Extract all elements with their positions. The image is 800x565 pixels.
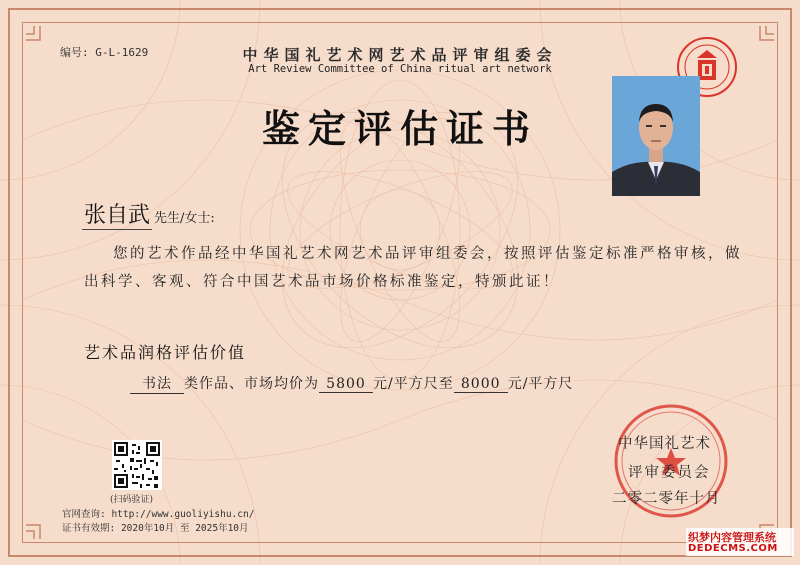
website-link[interactable]: 官网查询: http://www.guoliyishu.cn/ — [62, 509, 255, 520]
certificate-body: 您的艺术作品经中华国礼艺术网艺术品评审组委会，按照评估鉴定标准严格审核，做出科学、客观、符合中国艺术品市场价格标准鉴定，特颁此证！ — [84, 246, 742, 290]
issue-date: 二零二零年十月 — [612, 491, 721, 507]
organization-name-en: Art Review Committee of China ritual art network — [248, 63, 552, 75]
portrait-photo — [612, 76, 700, 196]
issuer-line-2: 评审委员会 — [628, 465, 711, 481]
serial-number: 编号: G-L-1629 — [60, 46, 149, 59]
validity-period: 证书有效期: 2020年10月 至 2025年10月 — [62, 523, 249, 534]
certificate-title: 鉴定评估证书 — [261, 107, 538, 151]
artwork-category: 书法 — [130, 373, 184, 394]
watermark-line-2: DEDECMS.COM — [688, 543, 778, 554]
qr-code-icon[interactable] — [112, 440, 162, 490]
watermark-line-1: 织梦内容管理系统 — [688, 531, 776, 544]
price-max: 8000 — [454, 376, 508, 393]
organization-name-cn: 中华国礼艺术网艺术品评审组委会 — [242, 46, 558, 64]
price-text-b: 元/平方尺至 — [373, 376, 454, 392]
qr-caption: (扫码验证) — [110, 495, 154, 505]
valuation-heading: 艺术品润格评估价值 — [84, 343, 247, 362]
honorific: 先生/女士: — [154, 211, 215, 226]
issuer-line-1: 中华国礼艺术 — [618, 436, 711, 452]
price-text-a: 类作品、市场均价为 — [184, 376, 319, 392]
price-text-c: 元/平方尺 — [507, 376, 574, 392]
recipient-name: 张自武 — [82, 198, 152, 230]
price-statement — [130, 373, 573, 394]
price-min: 5800 — [319, 376, 373, 393]
recipient-line — [82, 198, 215, 228]
